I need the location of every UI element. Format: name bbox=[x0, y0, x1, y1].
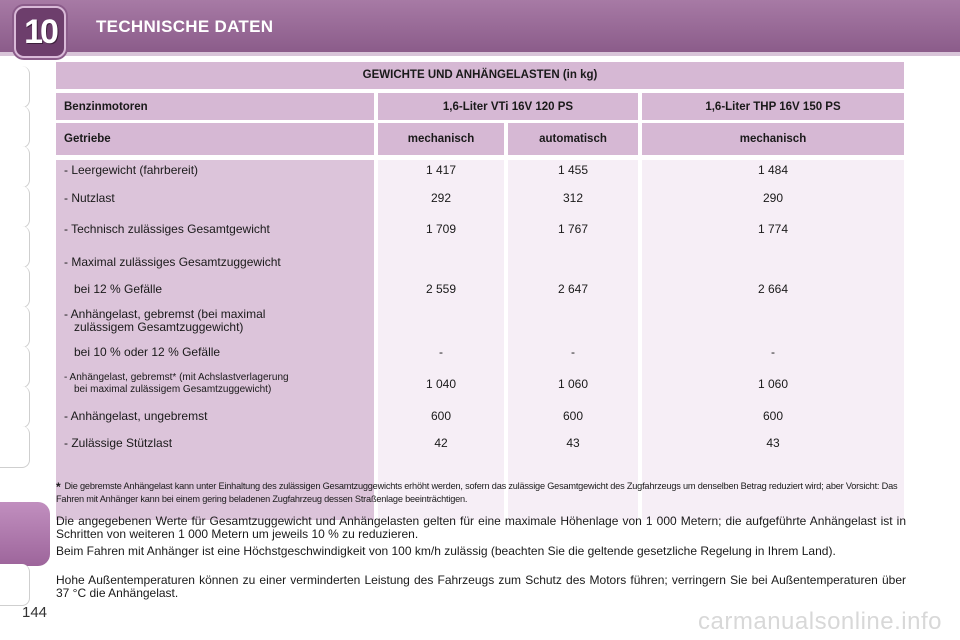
row-value: 600 bbox=[430, 409, 452, 423]
row-label-ungebremst: - Anhängelast, ungebremst bbox=[64, 409, 208, 423]
footnote-text: Die gebremste Anhängelast kann unter Einhaltung des zulässigen Gesamtzuggewichts erhöht werden, sofern das zulässige Gesamtgewicht des Zugfahrzeugs um denselben Betrag reduziert wird; aber Vorsicht: Das Fahren mit Anhänger kann bei einem gering beladenen Zugfahrzeug dessen Straßenlage beeinträchtigen. bbox=[56, 481, 898, 504]
row-value: 1 774 bbox=[757, 222, 789, 236]
row-value: 43 bbox=[766, 436, 780, 450]
chapter-tab-1[interactable] bbox=[0, 66, 30, 108]
row-value: 1 060 bbox=[557, 377, 589, 391]
row-value: 1 709 bbox=[425, 222, 457, 236]
engine2-header: 1,6-Liter THP 16V 150 PS bbox=[642, 93, 904, 120]
gearbox-3: mechanisch bbox=[642, 123, 904, 155]
header-underline bbox=[0, 52, 960, 56]
row-value: 1 455 bbox=[557, 163, 589, 177]
chapter-tab-3[interactable] bbox=[0, 146, 30, 188]
row-value: 2 664 bbox=[757, 282, 789, 296]
values-column-2 bbox=[508, 160, 638, 520]
chapter-tab-8[interactable] bbox=[0, 346, 30, 388]
chapter-tab-7[interactable] bbox=[0, 306, 30, 348]
row-value: - bbox=[571, 345, 575, 359]
gearbox-1: mechanisch bbox=[378, 123, 504, 155]
row-label-gesamtgewicht: - Technisch zulässiges Gesamtgewicht bbox=[64, 222, 270, 236]
row-value: - bbox=[771, 345, 775, 359]
page-number: 144 bbox=[22, 604, 48, 621]
chapter-tab-2[interactable] bbox=[0, 106, 30, 148]
row-label-nutzlast: - Nutzlast bbox=[64, 191, 115, 205]
gearbox-label: Getriebe bbox=[56, 123, 374, 155]
row-value: 42 bbox=[434, 436, 448, 450]
chapter-tabs bbox=[0, 66, 32, 586]
chapter-tab-12[interactable] bbox=[0, 564, 30, 606]
chapter-badge bbox=[14, 6, 66, 58]
paragraph-temperature: Hohe Außentemperaturen können zu einer verminderten Leistung des Fahrzeugs zum Schutz des Motors führen; verringern Sie bei Außentemperaturen über 37 °C die Anhängelast. bbox=[56, 573, 906, 600]
row-value: 292 bbox=[430, 191, 452, 205]
chapter-tab-9[interactable] bbox=[0, 386, 30, 428]
row-value: 1 484 bbox=[757, 163, 789, 177]
chapter-tab-active[interactable] bbox=[0, 502, 50, 566]
labels-column bbox=[56, 160, 374, 520]
chapter-number: 10 bbox=[24, 12, 56, 51]
values-column-3 bbox=[642, 160, 904, 520]
footnote bbox=[56, 480, 906, 505]
row-value: 43 bbox=[566, 436, 580, 450]
row-value: 1 417 bbox=[425, 163, 457, 177]
row-value: 600 bbox=[562, 409, 584, 423]
engines-label: Benzinmotoren bbox=[56, 93, 374, 120]
gearbox-2: automatisch bbox=[508, 123, 638, 155]
values-column-1 bbox=[378, 160, 504, 520]
row-value: 1 040 bbox=[425, 377, 457, 391]
chapter-tab-6[interactable] bbox=[0, 266, 30, 308]
row-label-anhaengelast-gebremst: - Anhängelast, gebremst (bei maximal bbox=[64, 307, 266, 321]
watermark: carmanualsonline.info bbox=[698, 608, 942, 635]
chapter-tab-10[interactable] bbox=[0, 426, 30, 468]
row-value: - bbox=[439, 345, 443, 359]
row-value: 2 559 bbox=[425, 282, 457, 296]
row-value: 290 bbox=[762, 191, 784, 205]
table-title: GEWICHTE UND ANHÄNGELASTEN (in kg) bbox=[56, 62, 904, 89]
row-value: 1 060 bbox=[757, 377, 789, 391]
row-label-leergewicht: - Leergewicht (fahrbereit) bbox=[64, 163, 199, 177]
row-value: 312 bbox=[562, 191, 584, 205]
row-value: 600 bbox=[762, 409, 784, 423]
chapter-tab-4[interactable] bbox=[0, 186, 30, 228]
row-label-anhaengelast-gebremst-cont: zulässigem Gesamtzuggewicht) bbox=[74, 320, 244, 334]
footnote-star: * bbox=[56, 480, 61, 494]
engine1-header: 1,6-Liter VTi 16V 120 PS bbox=[378, 93, 638, 120]
page-title: TECHNISCHE DATEN bbox=[96, 17, 274, 36]
row-label-stuetzlast: - Zulässige Stützlast bbox=[64, 436, 173, 450]
row-label-gefaelle-12: bei 12 % Gefälle bbox=[74, 282, 163, 296]
paragraph-altitude: Die angegebenen Werte für Gesamtzuggewicht und Anhängelasten gelten für eine maximale Höhenlage von 1 000 Metern; die aufgeführte Anhängelast ist in Schritten von weiteren 1 000 Metern um jeweils 10 % zu reduzieren. bbox=[56, 514, 906, 541]
chapter-tab-5[interactable] bbox=[0, 226, 30, 268]
paragraph-speed: Beim Fahren mit Anhänger ist eine Höchstgeschwindigkeit von 100 km/h zulässig (beachten Sie die geltende gesetzliche Regelung in Ihrem Land). bbox=[56, 544, 836, 558]
row-value: 1 767 bbox=[557, 222, 589, 236]
row-value: 2 647 bbox=[557, 282, 589, 296]
row-label-gefaelle-10-12: bei 10 % oder 12 % Gefälle bbox=[74, 345, 221, 359]
row-label-achslastverlagerung: - Anhängelast, gebremst* (mit Achslastverlagerung bbox=[64, 372, 289, 383]
row-label-gesamtzuggewicht: - Maximal zulässiges Gesamtzuggewicht bbox=[64, 255, 281, 269]
row-label-achslastverlagerung-cont: bei maximal zulässigem Gesamtzuggewicht) bbox=[74, 384, 272, 395]
